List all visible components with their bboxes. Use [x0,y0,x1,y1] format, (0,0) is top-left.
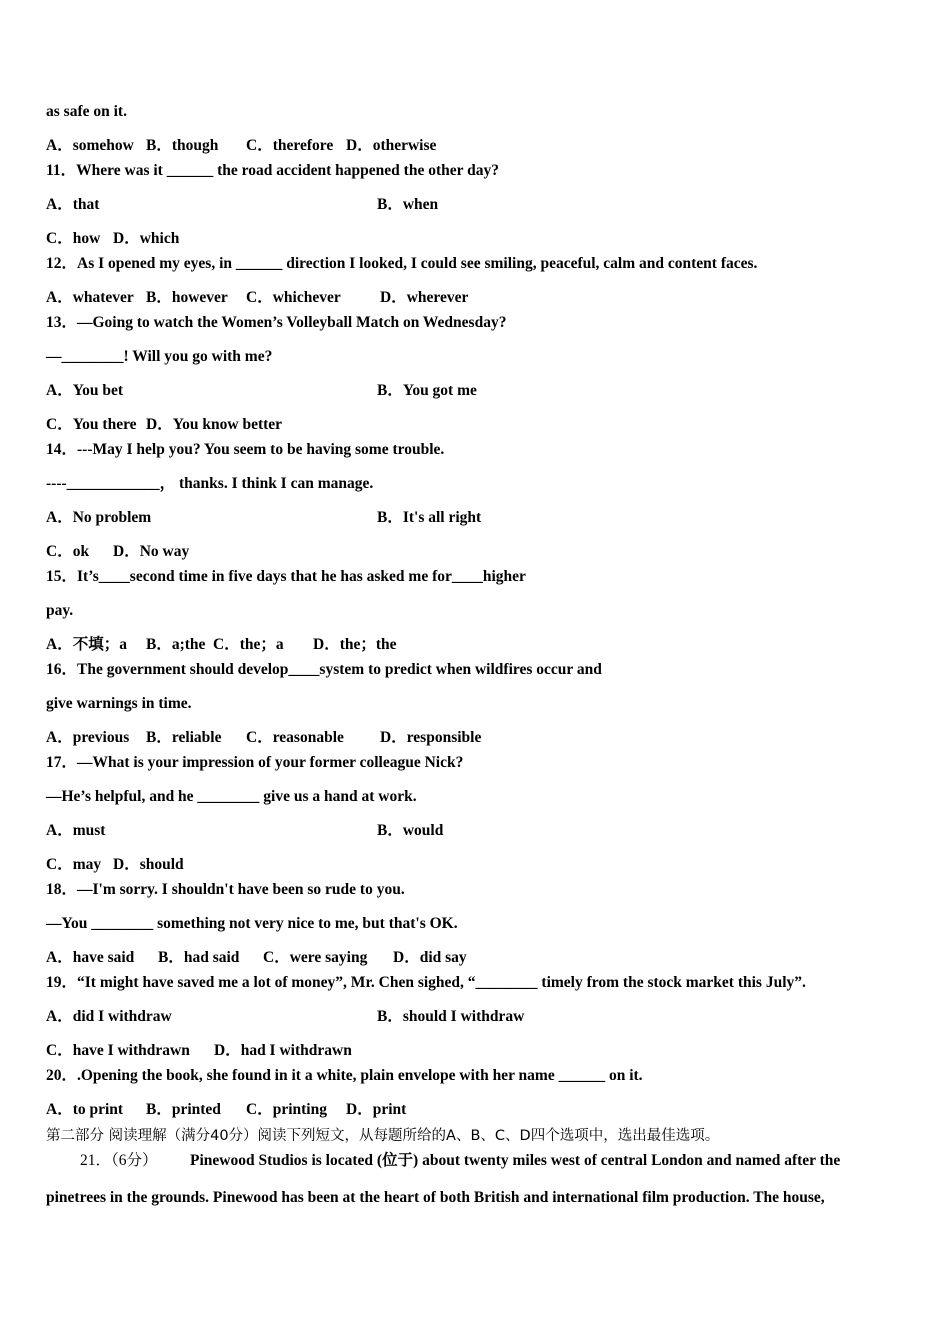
question-19: 19．“It might have saved me a lot of money”, Mr. Chen sighed, “________ timely from the stock market this July”. [46,974,806,991]
options-q19-row1 [46,1008,524,1026]
question-17: 17．—What is your impression of your former colleague Nick? [46,754,464,771]
question-18-reply: —You ________ something not very nice to me, but that's OK. [46,915,458,932]
option-d: D．wherever [380,289,469,306]
option-b: B．a;the [146,636,206,653]
option-c: C．whichever [246,289,341,306]
text-line: as safe on it. [46,103,127,120]
option-b: B．printed [146,1101,221,1118]
option-c: C．ok [46,543,90,560]
options-q14-row1 [46,509,481,527]
option-c: C．how [46,230,101,247]
option-a: A．不填；a [46,636,127,653]
option-a: A．somehow [46,137,134,154]
option-a: A．have said [46,949,135,966]
option-a: A．whatever [46,289,134,306]
options-q17-row1 [46,822,443,840]
option-d: D．You know better [146,416,283,433]
option-b: B．had said [158,949,240,966]
question-15: 15．It’s____second time in five days that he has asked me for____higher [46,568,526,585]
passage-text-cont: pinetrees in the grounds. Pinewood has been at the heart of both British and international film production. The house, [46,1189,825,1206]
question-17-reply: —He’s helpful, and he ________ give us a hand at work. [46,788,417,805]
question-21-number: 21．（6分） [80,1152,158,1169]
options-q12 [46,289,468,307]
question-15-cont: pay. [46,602,74,619]
option-b: B．should I withdraw [377,1008,525,1025]
option-b: B．reliable [146,729,222,746]
question-16: 16．The government should develop____system to predict when wildfires occur and [46,661,602,678]
option-c: C．reasonable [246,729,344,746]
passage-text: Pinewood Studios is located (位于) about twenty miles west of central London and named after the [190,1152,841,1169]
question-13-reply: —________! Will you go with me? [46,348,273,365]
option-a: A．did I withdraw [46,1008,172,1025]
options-q17-row2 [46,856,184,874]
options-q18 [46,949,467,967]
option-c: C．You there [46,416,137,433]
option-d: D．the；the [313,636,397,653]
option-b: B．It's all right [377,509,482,526]
options-q13-row1 [46,382,477,400]
option-b: B．when [377,196,439,213]
option-c: C．therefore [246,137,334,154]
option-d: D．No way [113,543,190,560]
option-d: D．otherwise [346,137,437,154]
option-a: A．that [46,196,100,213]
question-14: 14．---May I help you? You seem to be having some trouble. [46,441,445,458]
option-a: A．No problem [46,509,152,526]
question-16-cont: give warnings in time. [46,695,192,712]
option-b: B．however [146,289,228,306]
option-b: B．would [377,822,444,839]
option-b: B．You got me [377,382,477,399]
question-21 [80,1152,840,1170]
section-heading-part2: 第二部分 阅读理解（满分40分）阅读下列短文，从每题所给的A、B、C、D四个选项中，选出最佳选项。 [46,1128,720,1144]
options-q11-row1 [46,196,438,214]
option-c: C．may [46,856,102,873]
option-a: A．must [46,822,106,839]
option-b: B．though [146,137,219,154]
option-d: D．which [113,230,180,247]
question-14-reply: ----____________， thanks. I think I can manage. [46,475,374,492]
option-d: D．should [113,856,184,873]
options-q19-row2 [46,1042,352,1060]
question-18: 18．—I'm sorry. I shouldn't have been so rude to you. [46,881,405,898]
question-13: 13．—Going to watch the Women’s Volleyball Match on Wednesday? [46,314,507,331]
question-11: 11．Where was it ______ the road accident happened the other day? [46,162,499,179]
option-c: C．were saying [263,949,368,966]
options-q13-row2 [46,416,282,434]
options-q11-row2 [46,230,179,248]
options-q10 [46,137,436,155]
option-c: C．the；a [213,636,284,653]
option-a: A．to print [46,1101,124,1118]
options-q20 [46,1101,406,1119]
option-d: D．did say [393,949,467,966]
option-a: A．You bet [46,382,124,399]
options-q16 [46,729,481,747]
option-c: C．have I withdrawn [46,1042,190,1059]
question-12: 12．As I opened my eyes, in ______ direction I looked, I could see smiling, peaceful, calm and content faces. [46,255,758,272]
option-d: D．print [346,1101,407,1118]
options-q14-row2 [46,543,189,561]
options-q15 [46,636,397,654]
question-20: 20．.Opening the book, she found in it a white, plain envelope with her name ______ on it. [46,1067,643,1084]
option-a: A．previous [46,729,130,746]
option-d: D．responsible [380,729,482,746]
option-c: C．printing [246,1101,327,1118]
option-d: D．had I withdrawn [214,1042,352,1059]
